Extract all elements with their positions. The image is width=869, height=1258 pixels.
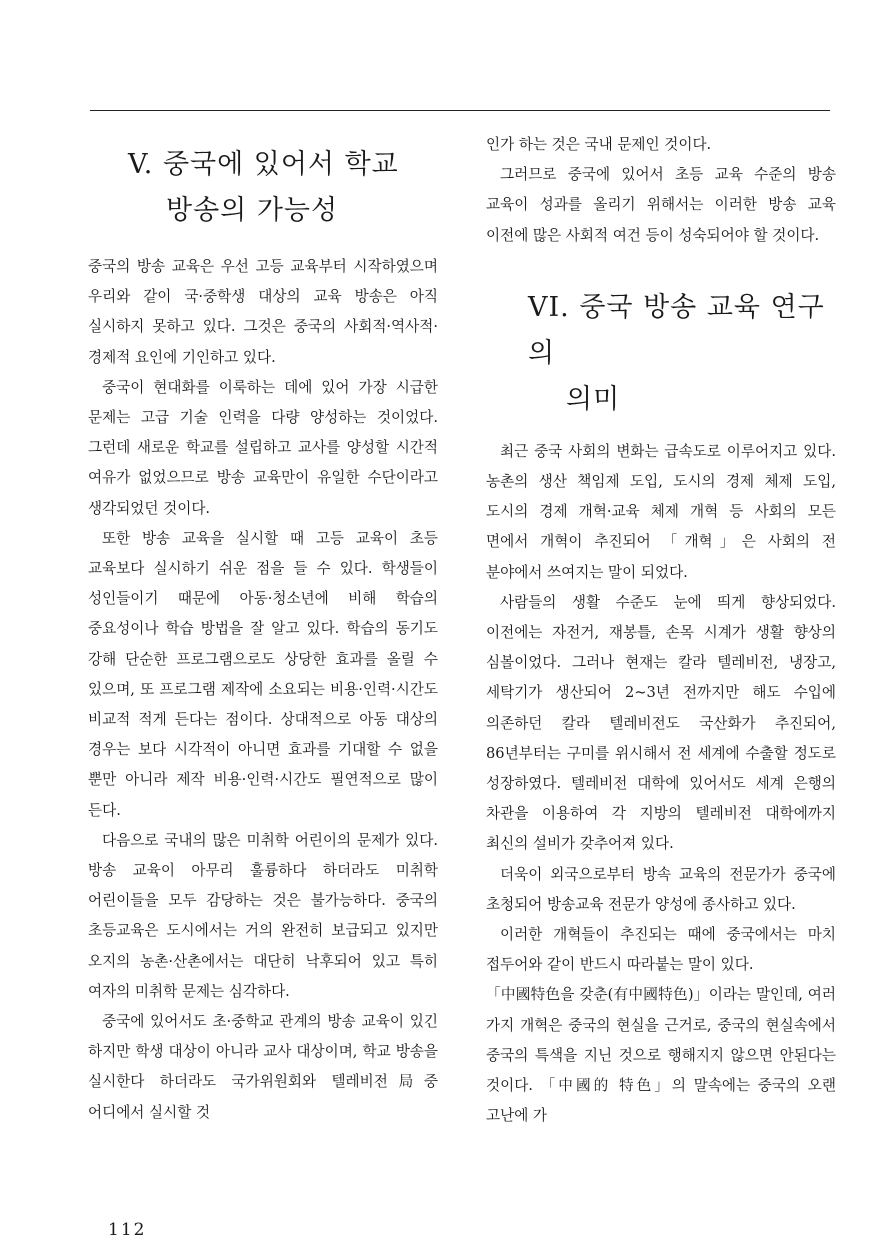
right-column: [486, 130, 836, 1131]
paragraph: 더욱이 외국으로부터 방속 교육의 전문가가 중국에 초청되어 방송교육 전문가 양성에 종사하고 있다.: [486, 865, 836, 913]
section-6-heading-line2: 의미: [566, 383, 621, 415]
paragraph: 다음으로 국내의 많은 미취학 어린이의 문제가 있다. 방송 교육이 아무리 훌륭하다 하더라도 미취학 어린이들을 모두 감당하는 것은 불가능하다. 중국의 초등교육은 도시에서는 거의 완전히 보급되고 있지만 오지의 농촌·산촌에서는 대단히 낙후되어 있고 특히 여자의 미취학 문제는 심각하다.: [88, 831, 438, 1000]
section-5-heading: [88, 130, 438, 234]
paragraph: 이러한 개혁들이 추진되는 때에 중국에서는 마치 접두어와 같이 반드시 따라붙는 말이 있다.: [486, 926, 836, 974]
paragraph: 「中國特色을 갖춘(有中國特色)」이라는 말인데, 여러 가지 개혁은 중국의 현실을 근거로, 중국의 현실속에서 중국의 특색을 지닌 것으로 행해지지 않으면 안된다는 것이다. 「中國的 特色」의 말속에는 중국의 오랜 고난에 가: [486, 986, 836, 1125]
paragraph: 최근 중국 사회의 변화는 급속도로 이루어지고 있다. 농촌의 생산 책임제 도입, 도시의 경제 체제 도입, 도시의 경제 개혁·교육 체제 개혁 등 사회의 모든 면에서 개혁이 추진되어 「개혁」은 사회의 전 분야에서 쓰여지는 말이 되었다.: [486, 442, 836, 581]
section-5-heading-line2: 방송의 가능성: [166, 195, 339, 226]
paragraph: 중국이 현대화를 이룩하는 데에 있어 가장 시급한 문제는 고급 기술 인력을 다량 양성하는 것이었다. 그런데 새로운 학교를 설립하고 교사를 양성할 시간적 여유가 없었으므로 방송 교육만이 유일한 수단이라고 생각되었던 것이다.: [88, 378, 438, 517]
page-number: 112: [108, 1220, 147, 1240]
section-5-heading-line1: V. 중국에 있어서 학교: [128, 149, 399, 180]
top-rule: [90, 110, 830, 111]
section-6-heading: [486, 285, 836, 423]
paragraph: 인가 하는 것은 국내 문제인 것이다.: [486, 136, 712, 153]
paragraph: 또한 방송 교육을 실시할 때 고등 교육이 초등 교육보다 실시하기 쉬운 점을 들 수 있다. 학생들이 성인들이기 때문에 아동·청소년에 비해 학습의 중요성이나 학습 방법을 잘 알고 있다. 학습의 동기도 강해 단순한 프로그램으로도 상당한 효과를 올릴 수 있으며, 또 프로그램 제작에 소요되는 비용·인력·시간도 비교적 적게 든다는 점이다. 상대적으로 아동 대상의 경우는 보다 시각적이 아니면 효과를 기대할 수 없을 뿐만 아니라 제작 비용·인력·시간도 필연적으로 많이 든다.: [88, 529, 438, 819]
left-column: [88, 130, 438, 1128]
section-6-heading-line1: VI. 중국 방송 교육 연구의: [528, 291, 825, 369]
paragraph: 사람들의 생활 수준도 눈에 띄게 향상되었다. 이전에는 자전거, 재봉틀, 손목 시계가 생활 향상의 심볼이었다. 그러나 현재는 칼라 텔레비전, 냉장고, 세탁기가 생산되어 2~3년 전까지만 해도 수입에 의존하던 칼라 텔레비전도 국산화가 추진되어, 86년부터는 구미를 위시해서 전 세계에 수출할 정도로 성장하였다. 텔레비전 대학에 있어서도 세계 은행의 차관을 이용하여 각 지방의 텔레비전 대학에까지 최신의 설비가 갖추어져 있다.: [486, 593, 836, 853]
paragraph: 중국의 방송 교육은 우선 고등 교육부터 시작하였으며 우리와 같이 국·중학생 대상의 교육 방송은 아직 실시하지 못하고 있다. 그것은 중국의 사회적·역사적·경제적 요인에 기인하고 있다.: [88, 258, 438, 366]
paragraph: 그러므로 중국에 있어서 초등 교육 수준의 방송 교육이 성과를 올리기 위해서는 이러한 방송 교육 이전에 많은 사회적 여건 등이 성숙되어야 할 것이다.: [486, 166, 836, 244]
paragraph: 중국에 있어서도 초·중학교 관계의 방송 교육이 있긴 하지만 학생 대상이 아니라 교사 대상이며, 학교 방송을 실시한다 하더라도 국가위원회와 텔레비전局중 어디에서 실시할 것: [88, 1013, 438, 1121]
